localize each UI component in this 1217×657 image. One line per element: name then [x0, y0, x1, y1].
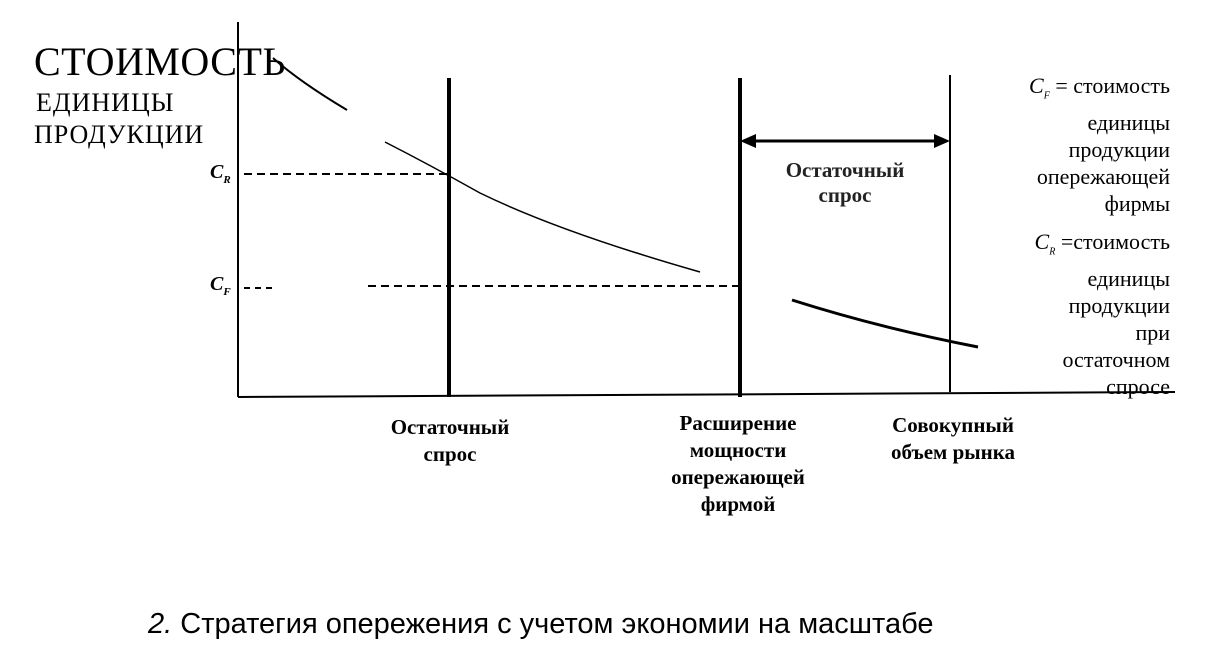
caption-text: Стратегия опережения с учетом экономии на масштабе [172, 608, 934, 640]
tick-cr-sub: R [223, 174, 231, 186]
legend-cf-sub: F [1043, 90, 1050, 102]
legend-cr [960, 228, 1170, 400]
legend-cf-line3: опережающей [1036, 164, 1170, 190]
legend-cr-header [960, 228, 1170, 265]
tick-cf-letter: C [210, 273, 224, 295]
y-axis-title-line2: ЕДИНИЦЫ [36, 88, 175, 117]
legend-cr-sub: R [1049, 246, 1056, 258]
legend-cf-eq: = стоимость [1049, 73, 1170, 98]
cost-curve-middle [385, 142, 700, 272]
legend-cf-letter: C [1029, 73, 1044, 98]
legend-cf-line4: фирмы [1104, 191, 1170, 217]
inner-residual-demand-label [760, 158, 930, 208]
y-axis-title-line3: ПРОДУКЦИИ [34, 120, 205, 149]
x-label-expansion-line1: Расширение [679, 411, 797, 435]
inner-label-line2: спрос [818, 183, 872, 207]
legend-cr-line4: остаточном [1062, 347, 1170, 373]
tick-cf [210, 273, 231, 298]
legend-cr-line3: при [1135, 320, 1170, 346]
tick-cr [210, 161, 231, 186]
tick-cf-sub: F [223, 286, 231, 298]
legend-cr-line2: продукции [1068, 293, 1170, 319]
legend-cf-header [960, 72, 1170, 109]
legend-cf-line1: единицы [1087, 110, 1170, 136]
legend-cf-line2: продукции [1068, 137, 1170, 163]
legend-cr-eq: =стоимость [1055, 229, 1170, 254]
x-label-market-line2: объем рынка [890, 440, 1016, 464]
legend-cr-line1: единицы [1087, 266, 1170, 292]
x-label-expansion-line3: опережающей [671, 465, 805, 489]
x-label-capacity-expansion [648, 410, 828, 518]
x-label-expansion-line2: мощности [689, 438, 787, 462]
legend-cr-line5: спросе [1106, 374, 1170, 400]
inner-label-line1: Остаточный [785, 158, 905, 182]
tick-cr-letter: C [210, 161, 224, 183]
x-label-total-market [868, 412, 1038, 466]
figure-caption [148, 608, 934, 641]
arrow-head-right [934, 134, 950, 148]
arrow-head-left [740, 134, 756, 148]
x-label-residual-demand [370, 414, 530, 468]
x-label-expansion-line4: фирмой [700, 492, 776, 516]
legend-cf [960, 72, 1170, 217]
caption-number: 2. [148, 608, 173, 640]
legend-cr-letter: C [1034, 229, 1050, 254]
x-label-residual-line1: Остаточный [390, 415, 510, 439]
y-axis-title-line1: СТОИМОСТЬ [34, 39, 286, 84]
x-label-residual-line2: спрос [423, 442, 477, 466]
x-label-market-line1: Совокупный [892, 413, 1014, 437]
